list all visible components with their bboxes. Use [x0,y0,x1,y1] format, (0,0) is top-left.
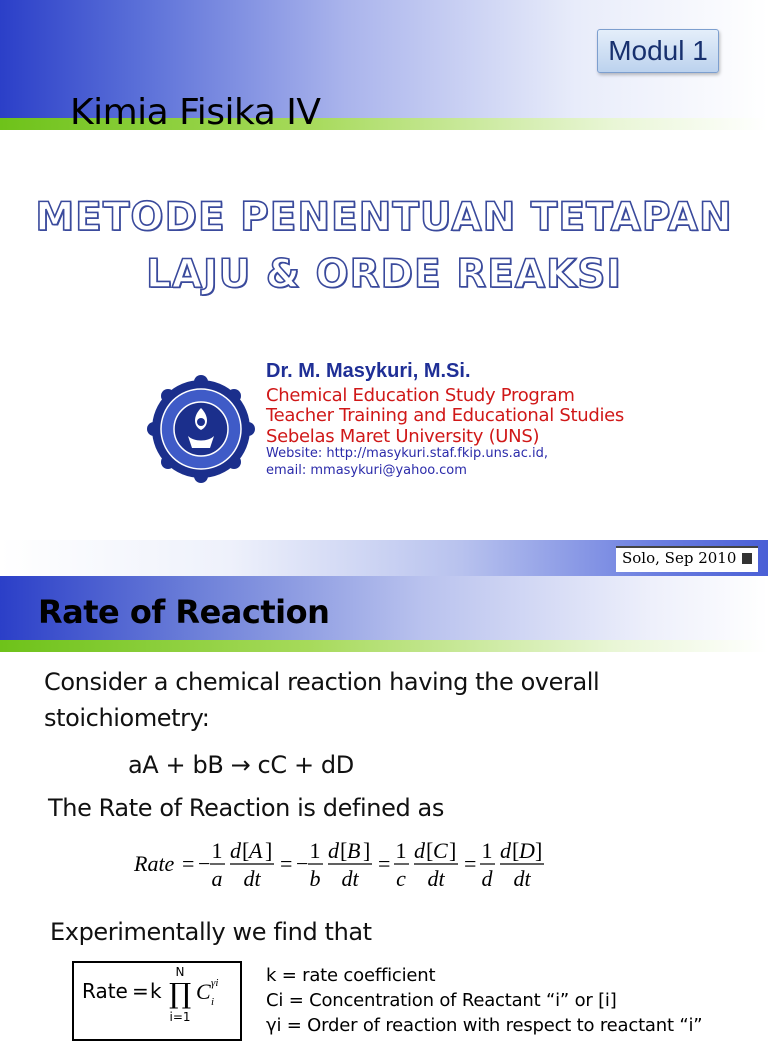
author-name: Dr. M. Masykuri, M.Si. [266,360,471,382]
svg-text:C: C [196,979,211,1004]
coef-c: c [396,866,406,891]
experimental-text: Experimentally we find that [50,918,372,946]
intro-text-line-1: Consider a chemical reaction having the overall [44,668,600,696]
svg-text:N: N [175,965,185,979]
affiliation-faculty: Teacher Training and Educational Studies [266,405,625,426]
svg-text:1: 1 [211,838,223,863]
svg-text:]: ] [265,838,273,863]
coef-d: d [481,866,493,891]
svg-text:Rate: Rate [82,979,128,1003]
svg-text:=: = [182,851,195,876]
date-label: Solo, Sep 2010 [622,549,737,567]
affiliation-program: Chemical Education Study Program [266,385,575,406]
rate-equation [134,831,574,895]
svg-text:[: [ [512,838,520,863]
svg-text:]: ] [363,838,371,863]
rate-definition-text: The Rate of Reaction is defined as [48,794,444,822]
svg-text:−: − [296,851,309,876]
svg-text:[: [ [340,838,348,863]
svg-text:i: i [211,996,215,1008]
main-title-line-1: METODE PENENTUAN TETAPAN [35,195,733,240]
svg-text:∏: ∏ [168,977,192,1010]
svg-text:]: ] [449,838,457,863]
coef-b: b [309,866,321,891]
svg-text:1: 1 [309,838,321,863]
svg-text:d: d [414,838,425,863]
species-b: B [347,838,361,863]
svg-text:d: d [500,838,511,863]
definition-gamma: γi = Order of reaction with respect to reactant “i” [266,1015,703,1036]
svg-text:dt: dt [427,866,445,891]
svg-text:]: ] [535,838,543,863]
rate-lhs: Rate [134,851,175,876]
svg-text:=: = [280,851,293,876]
rate-of-reaction-slide [0,576,768,1036]
affiliation-university: Sebelas Maret University (UNS) [266,426,540,447]
module-badge: Modul 1 [597,29,719,73]
header-accent-stripe [0,640,768,652]
svg-text:=: = [378,851,391,876]
svg-text:d: d [230,838,241,863]
course-title: Kimia Fisika IV [70,92,321,133]
main-title-line-2: LAJU & ORDE REAKSI [146,252,622,297]
definition-ci: Ci = Concentration of Reactant “i” or [i] [266,990,617,1011]
species-d: D [519,838,535,863]
svg-text:dt: dt [341,866,359,891]
svg-text:[: [ [426,838,434,863]
email-address[interactable]: email: mmasykuri@yahoo.com [266,463,467,478]
rate-law-box [72,961,242,1041]
svg-text:−: − [198,851,211,876]
university-logo [150,378,252,480]
svg-text:[: [ [242,838,250,863]
species-c: C [433,838,448,863]
coef-a: a [211,866,223,891]
svg-text:=: = [464,851,477,876]
website-link[interactable]: Website: http://masykuri.staf.fkip.uns.ac.id, [266,446,549,461]
species-a: A [249,838,263,863]
svg-text:dt: dt [513,866,531,891]
svg-text:γi: γi [211,977,219,989]
rate-law-equation [74,963,240,1039]
svg-text:1: 1 [395,838,407,863]
svg-text:k: k [150,979,162,1003]
intro-text-line-2: stoichiometry: [44,704,210,732]
svg-text:1: 1 [481,838,493,863]
reaction-equation: aA + bB → cC + dD [128,751,354,779]
svg-text:=: = [132,979,149,1003]
definition-k: k = rate coefficient [266,965,436,986]
slide-title: Rate of Reaction [38,593,330,631]
svg-text:dt: dt [243,866,261,891]
svg-text:i=1: i=1 [169,1010,191,1024]
svg-text:d: d [328,838,339,863]
square-icon [742,553,752,564]
